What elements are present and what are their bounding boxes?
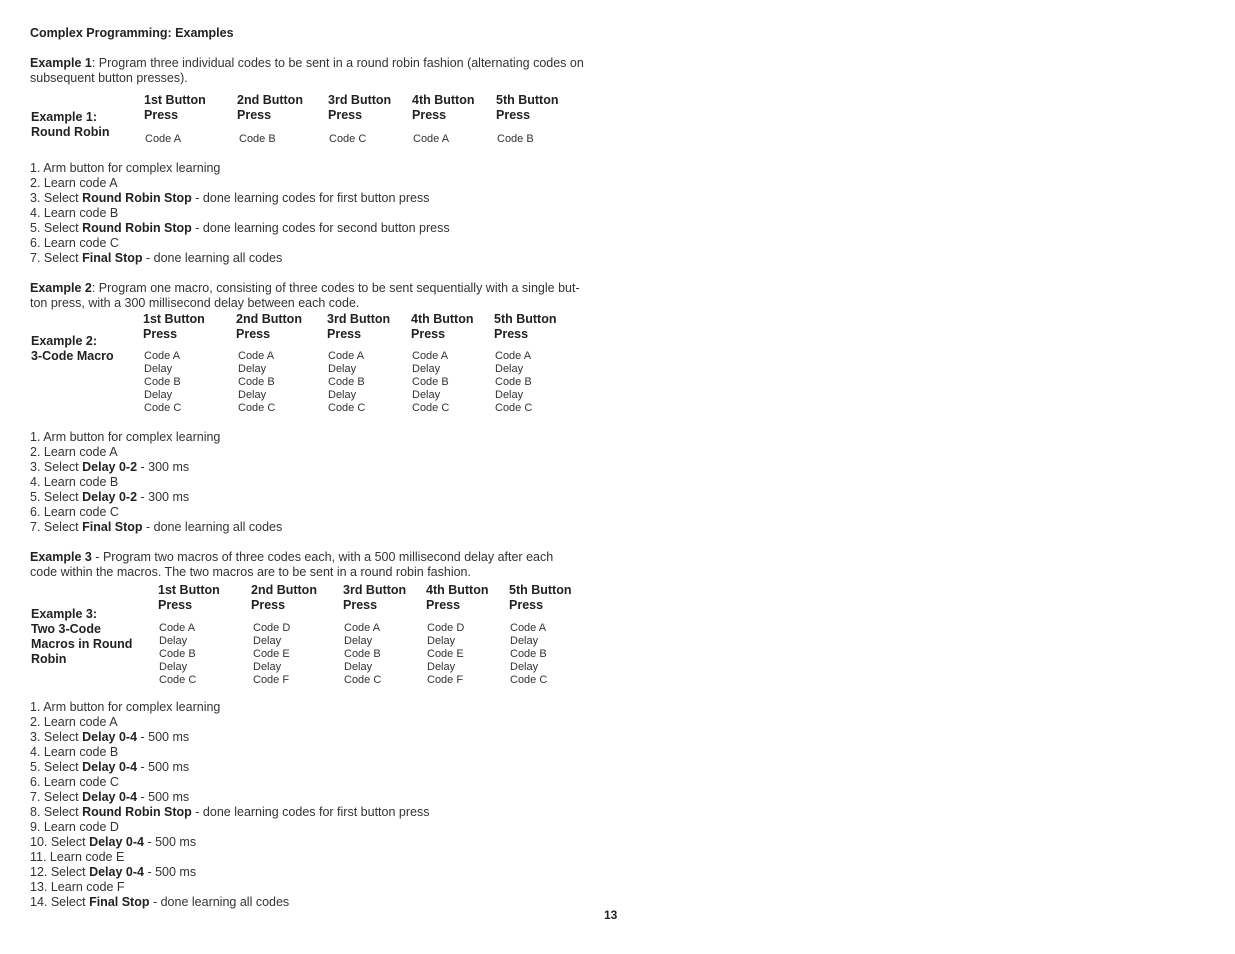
step-text-after: - 500 ms [137, 730, 190, 744]
table-cell: Code B [495, 376, 532, 388]
step-item [30, 236, 450, 251]
table-cell: Code D [427, 622, 465, 634]
button-press-column [426, 583, 489, 686]
step-item [30, 520, 282, 535]
step-item [30, 760, 429, 775]
step-item [30, 251, 450, 266]
step-text: 1. Arm button for complex learning [30, 430, 221, 444]
step-emphasis: Round Robin Stop [82, 805, 192, 819]
step-text-after: - done learning codes for second button press [191, 221, 450, 235]
table-cell: Code F [427, 674, 464, 686]
step-emphasis: Round Robin Stop [82, 221, 192, 235]
table-cell: Delay [144, 389, 173, 401]
step-text: 8. Select [30, 805, 83, 819]
example-intro-text: : Program three individual codes to be sent in a round robin fashion (alternating codes on subsequent button presses). [30, 56, 584, 85]
table-cell: Delay [159, 635, 188, 647]
example-label: Example 2 [30, 281, 92, 295]
column-header: 4th Button Press [411, 312, 474, 341]
step-emphasis: Delay 0-4 [82, 730, 138, 744]
table-cell: Delay [510, 661, 539, 673]
step-text-after: - done learning codes for first button press [191, 191, 430, 205]
step-item [30, 865, 429, 880]
table-cell: Code B [344, 648, 381, 660]
table-cell: Code E [253, 648, 290, 660]
step-text: 10. Select [30, 835, 90, 849]
column-header: 2nd Button Press [236, 312, 302, 341]
button-press-column [343, 583, 407, 686]
table-cell: Code A [510, 622, 547, 634]
step-item [30, 745, 429, 760]
example-label: Example 3 [30, 550, 92, 564]
step-emphasis: Delay 0-2 [82, 490, 138, 504]
step-emphasis: Delay 0-4 [89, 835, 144, 849]
column-header: 3rd Button Press [343, 583, 407, 612]
step-emphasis: Final Stop [89, 895, 150, 909]
step-item [30, 700, 429, 715]
example-2-intro [30, 281, 595, 311]
step-text: 6. Learn code C [30, 505, 119, 519]
column-header: 3rd Button Press [328, 93, 392, 122]
column-header: 5th Button Press [509, 583, 572, 612]
column-header: 3rd Button Press [327, 312, 391, 341]
step-text: 11. Learn code E [30, 850, 125, 864]
step-text: 12. Select [30, 865, 90, 879]
table-cell: Delay [328, 363, 357, 375]
table-cell: Delay [253, 661, 282, 673]
example-intro-text: - Program two macros of three codes each, with a 500 millisecond delay after each code within the macros. The two macros are to be sent in a round robin fashion. [30, 550, 554, 579]
example-1-intro [30, 56, 595, 86]
table-cell: Code C [328, 402, 366, 414]
step-item [30, 850, 429, 865]
step-text: 1. Arm button for complex learning [30, 161, 221, 175]
step-text-after: - 300 ms [137, 460, 190, 474]
table-cell: Code C [159, 674, 197, 686]
example-1-steps [30, 161, 450, 266]
step-item [30, 820, 429, 835]
button-press-column [143, 312, 205, 414]
step-text: 6. Learn code C [30, 236, 119, 250]
step-item [30, 505, 282, 520]
button-press-column [327, 312, 391, 414]
table-cell: Delay [427, 635, 456, 647]
step-item [30, 790, 429, 805]
step-item [30, 206, 450, 221]
step-item [30, 730, 429, 745]
step-item [30, 835, 429, 850]
step-text-after: - 500 ms [143, 865, 197, 879]
step-text: 5. Select [30, 490, 83, 504]
button-press-column [237, 93, 303, 145]
step-text: 5. Select [30, 221, 83, 235]
step-text: 7. Select [30, 251, 83, 265]
table-cell: Delay [495, 389, 524, 401]
table-cell: Delay [427, 661, 456, 673]
page-heading: Complex Programming: Examples [30, 26, 234, 40]
column-header: 4th Button Press [412, 93, 475, 122]
example-3-table [30, 583, 595, 703]
table-row-label: Example 2: 3-Code Macro [31, 334, 114, 363]
table-cell: Delay [328, 389, 357, 401]
table-cell: Code C [329, 133, 367, 145]
step-text-after: - 300 ms [137, 490, 190, 504]
table-cell: Code A [412, 350, 449, 362]
button-press-column [509, 583, 572, 686]
table-cell: Code B [412, 376, 449, 388]
step-item [30, 460, 282, 475]
step-item [30, 805, 429, 820]
table-cell: Code D [253, 622, 291, 634]
example-3-steps [30, 700, 429, 910]
column-header: 1st Button Press [144, 93, 206, 122]
table-cell: Code B [328, 376, 365, 388]
step-item [30, 221, 450, 236]
example-2-steps [30, 430, 282, 535]
column-header: 1st Button Press [158, 583, 220, 612]
table-cell: Code B [238, 376, 275, 388]
page-number: 13 [604, 908, 618, 922]
step-text: 5. Select [30, 760, 83, 774]
table-cell: Delay [238, 363, 267, 375]
table-cell: Code B [497, 133, 534, 145]
table-cell: Code A [144, 350, 181, 362]
button-press-column [494, 312, 557, 414]
table-cell: Code A [495, 350, 532, 362]
step-item [30, 775, 429, 790]
step-text: 3. Select [30, 460, 83, 474]
step-text-after: - done learning all codes [142, 251, 283, 265]
column-header: 2nd Button Press [237, 93, 303, 122]
example-2-table [30, 312, 595, 432]
step-emphasis: Final Stop [82, 251, 143, 265]
step-text: 6. Learn code C [30, 775, 119, 789]
step-text-after: - 500 ms [137, 790, 190, 804]
step-text: 1. Arm button for complex learning [30, 700, 221, 714]
table-cell: Delay [344, 635, 373, 647]
table-cell: Delay [495, 363, 524, 375]
step-text: 9. Learn code D [30, 820, 119, 834]
table-cell: Code A [159, 622, 196, 634]
button-press-column [144, 93, 206, 145]
step-text: 3. Select [30, 730, 83, 744]
table-cell: Code B [144, 376, 181, 388]
step-text-after: - done learning codes for first button press [191, 805, 430, 819]
step-emphasis: Round Robin Stop [82, 191, 192, 205]
step-item [30, 895, 429, 910]
step-emphasis: Delay 0-4 [82, 790, 138, 804]
step-text: 7. Select [30, 520, 83, 534]
step-text: 4. Learn code B [30, 206, 119, 220]
step-emphasis: Delay 0-2 [82, 460, 138, 474]
button-press-column [251, 583, 317, 686]
column-header: 2nd Button Press [251, 583, 317, 612]
table-cell: Delay [253, 635, 282, 647]
step-text: 4. Learn code B [30, 745, 119, 759]
table-cell: Code C [144, 402, 182, 414]
table-row-label: Example 3: Two 3-Code Macros in Round Robin [31, 607, 133, 666]
button-press-column [496, 93, 559, 145]
step-text-after: - 500 ms [137, 760, 190, 774]
step-text-after: - done learning all codes [142, 520, 283, 534]
step-item [30, 161, 450, 176]
step-item [30, 430, 282, 445]
step-text: 2. Learn code A [30, 176, 118, 190]
column-header: 5th Button Press [496, 93, 559, 122]
button-press-column [158, 583, 220, 686]
step-text: 14. Select [30, 895, 90, 909]
table-cell: Code C [510, 674, 548, 686]
step-text-after: - 500 ms [143, 835, 197, 849]
table-cell: Delay [412, 389, 441, 401]
step-text: 2. Learn code A [30, 715, 118, 729]
example-label: Example 1 [30, 56, 92, 70]
table-cell: Delay [412, 363, 441, 375]
table-cell: Code C [344, 674, 382, 686]
button-press-column [236, 312, 302, 414]
table-cell: Code F [253, 674, 290, 686]
step-text: 13. Learn code F [30, 880, 125, 894]
table-cell: Delay [144, 363, 173, 375]
column-header: 5th Button Press [494, 312, 557, 341]
table-cell: Code C [412, 402, 450, 414]
table-cell: Code C [495, 402, 533, 414]
table-cell: Delay [238, 389, 267, 401]
column-header: 4th Button Press [426, 583, 489, 612]
table-row-label: Example 1: Round Robin [31, 110, 110, 139]
step-item [30, 880, 429, 895]
step-item [30, 445, 282, 460]
step-item [30, 176, 450, 191]
table-cell: Delay [344, 661, 373, 673]
table-cell: Code B [510, 648, 547, 660]
table-cell: Code A [328, 350, 365, 362]
table-cell: Code C [238, 402, 276, 414]
table-cell: Delay [510, 635, 539, 647]
step-item [30, 490, 282, 505]
table-cell: Code A [413, 133, 450, 145]
table-cell: Delay [159, 661, 188, 673]
step-item [30, 475, 282, 490]
step-text: 2. Learn code A [30, 445, 118, 459]
table-cell: Code A [238, 350, 275, 362]
table-cell: Code B [159, 648, 196, 660]
button-press-column [411, 312, 474, 414]
button-press-column [412, 93, 475, 145]
example-intro-text: : Program one macro, consisting of three codes to be sent sequentially with a single but- ton press, with a 300 millisecond delay between each code. [30, 281, 580, 310]
step-text: 3. Select [30, 191, 83, 205]
step-text: 7. Select [30, 790, 83, 804]
example-3-intro [30, 550, 595, 580]
step-emphasis: Delay 0-4 [89, 865, 144, 879]
step-text-after: - done learning all codes [149, 895, 290, 909]
table-cell: Code A [145, 133, 182, 145]
table-cell: Code B [239, 133, 276, 145]
table-cell: Code E [427, 648, 464, 660]
step-emphasis: Delay 0-4 [82, 760, 138, 774]
step-emphasis: Final Stop [82, 520, 143, 534]
step-text: 4. Learn code B [30, 475, 119, 489]
column-header: 1st Button Press [143, 312, 205, 341]
table-cell: Code A [344, 622, 381, 634]
step-item [30, 715, 429, 730]
step-item [30, 191, 450, 206]
button-press-column [328, 93, 392, 145]
